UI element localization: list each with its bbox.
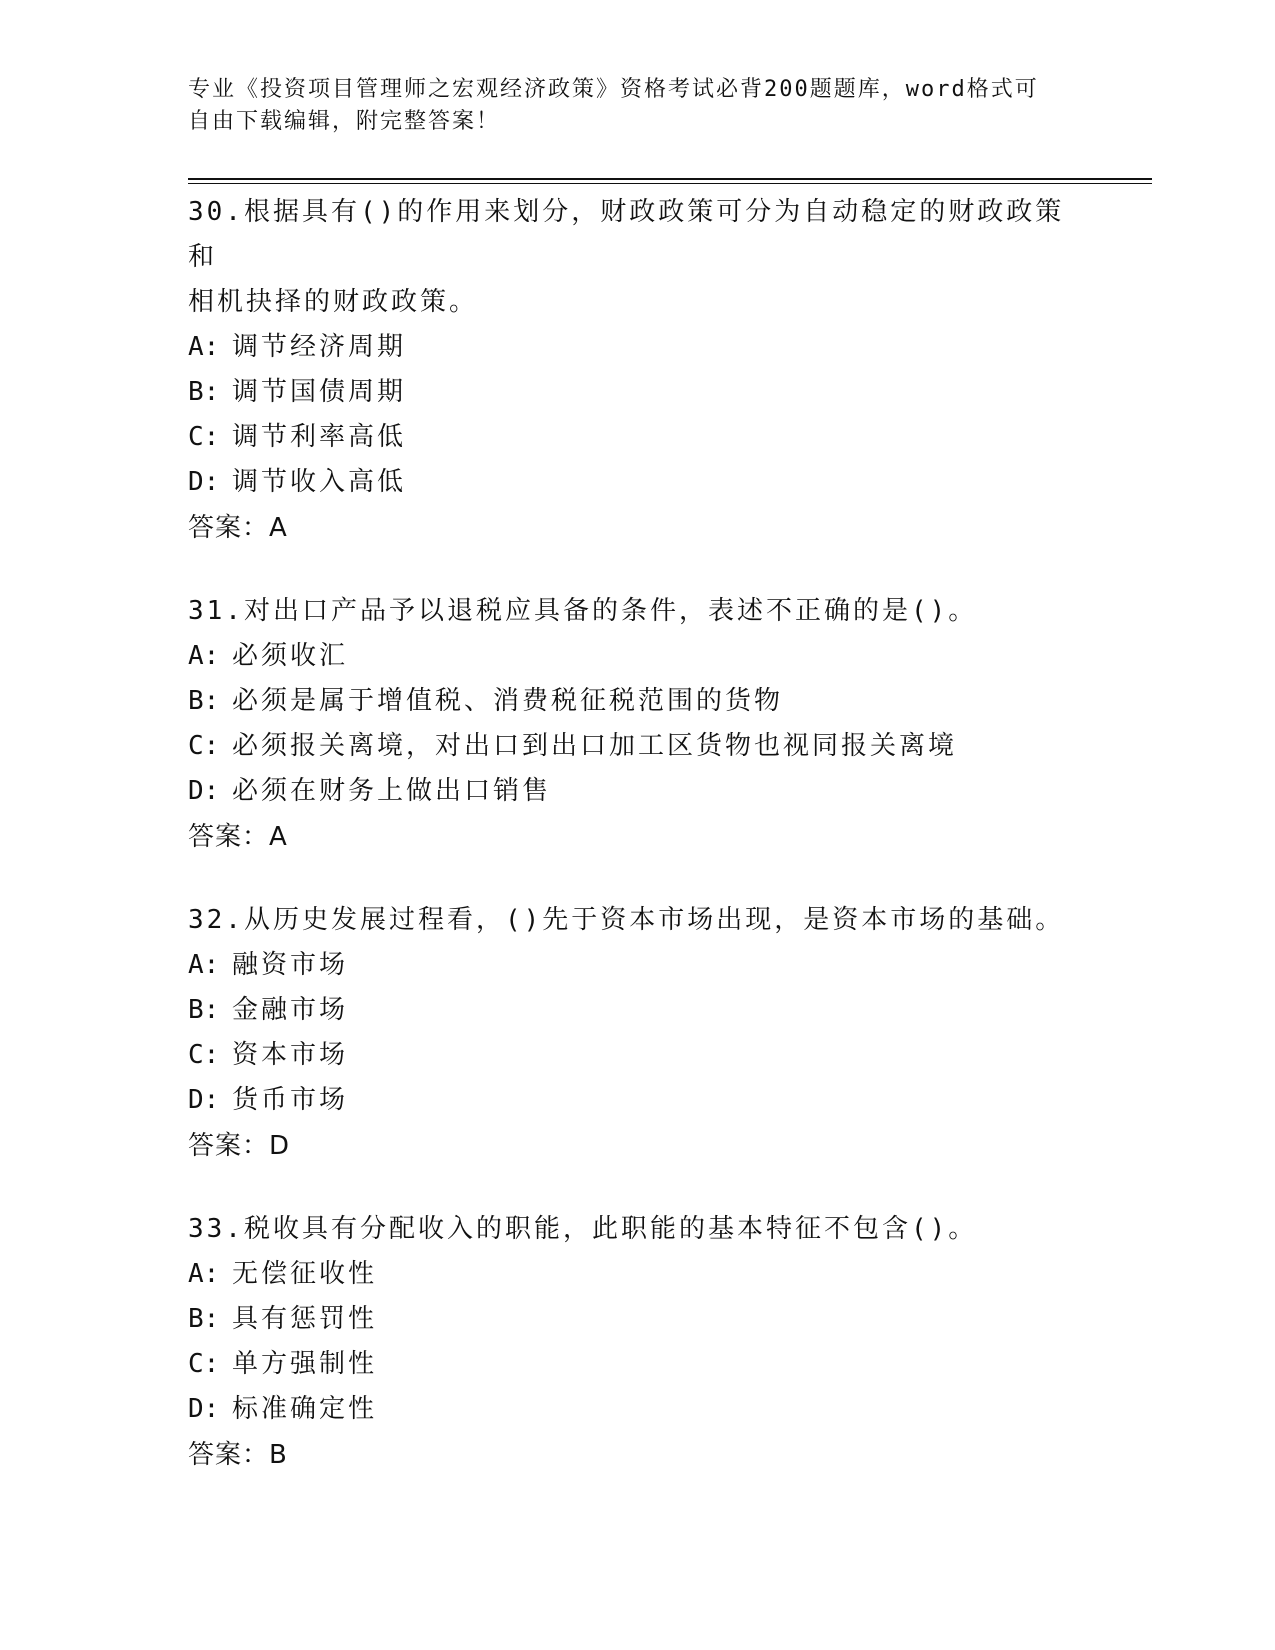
option-text: 必须是属于增值税、消费税征税范围的货物 xyxy=(232,686,784,716)
question-stem: 31.对出口产品予以退税应具备的条件，表述不正确的是()。 xyxy=(188,596,978,626)
option-a xyxy=(188,634,1088,679)
option-letter: D: xyxy=(188,776,220,806)
option-text: 调节经济周期 xyxy=(232,332,407,362)
option-text: 货币市场 xyxy=(232,1085,349,1115)
option-letter: D: xyxy=(188,467,220,497)
option-letter: B: xyxy=(188,686,220,716)
option-letter: A: xyxy=(188,332,220,362)
option-d xyxy=(188,769,1088,814)
question-stem-continued: 相机抉择的财政政策。 xyxy=(188,287,479,317)
option-b xyxy=(188,370,1088,415)
option-a xyxy=(188,1252,1088,1297)
header-line-2: 自由下载编辑，附完整答案！ xyxy=(188,109,501,134)
option-b xyxy=(188,988,1088,1033)
option-c xyxy=(188,415,1088,460)
option-letter: A: xyxy=(188,1259,220,1289)
option-text: 调节利率高低 xyxy=(232,422,407,452)
option-letter: C: xyxy=(188,422,220,452)
option-letter: D: xyxy=(188,1085,220,1115)
option-b xyxy=(188,679,1088,724)
option-text: 调节收入高低 xyxy=(232,467,407,497)
answer-label: 答案：D xyxy=(188,1131,291,1161)
option-text: 金融市场 xyxy=(232,995,349,1025)
option-a xyxy=(188,325,1088,370)
option-letter: A: xyxy=(188,641,220,671)
header-divider-thin xyxy=(188,183,1152,184)
question-32 xyxy=(188,898,1088,1169)
option-a xyxy=(188,943,1088,988)
option-text: 具有惩罚性 xyxy=(232,1304,378,1334)
option-text: 无偿征收性 xyxy=(232,1259,378,1289)
question-33 xyxy=(188,1207,1088,1478)
option-letter: C: xyxy=(188,1040,220,1070)
option-d xyxy=(188,1387,1088,1432)
option-d xyxy=(188,460,1088,505)
document-header xyxy=(188,74,1088,138)
option-letter: C: xyxy=(188,1349,220,1379)
option-c xyxy=(188,724,1088,769)
option-c xyxy=(188,1342,1088,1387)
question-stem: 33.税收具有分配收入的职能，此职能的基本特征不包含()。 xyxy=(188,1214,978,1244)
option-b xyxy=(188,1297,1088,1342)
option-text: 单方强制性 xyxy=(232,1349,378,1379)
question-31 xyxy=(188,589,1088,860)
option-text: 标准确定性 xyxy=(232,1394,378,1424)
question-30 xyxy=(188,190,1088,551)
option-letter: B: xyxy=(188,377,220,407)
header-divider-thick xyxy=(188,178,1152,180)
option-c xyxy=(188,1033,1088,1078)
option-text: 必须在财务上做出口销售 xyxy=(232,776,552,806)
question-list xyxy=(188,190,1088,1516)
header-line-1: 专业《投资项目管理师之宏观经济政策》资格考试必背200题题库，word格式可 xyxy=(188,77,1039,102)
option-text: 必须报关离境，对出口到出口加工区货物也视同报关离境 xyxy=(232,731,958,761)
question-stem: 30.根据具有()的作用来划分，财政政策可分为自动稳定的财政政策和 xyxy=(188,197,1065,272)
answer-label: 答案：A xyxy=(188,822,288,852)
option-text: 必须收汇 xyxy=(232,641,349,671)
option-letter: C: xyxy=(188,731,220,761)
option-text: 资本市场 xyxy=(232,1040,349,1070)
option-d xyxy=(188,1078,1088,1123)
option-text: 融资市场 xyxy=(232,950,349,980)
question-stem: 32.从历史发展过程看，()先于资本市场出现，是资本市场的基础。 xyxy=(188,905,1065,935)
option-letter: B: xyxy=(188,995,220,1025)
option-letter: D: xyxy=(188,1394,220,1424)
option-letter: A: xyxy=(188,950,220,980)
answer-label: 答案：A xyxy=(188,513,288,543)
option-letter: B: xyxy=(188,1304,220,1334)
option-text: 调节国债周期 xyxy=(232,377,407,407)
answer-label: 答案：B xyxy=(188,1440,288,1470)
